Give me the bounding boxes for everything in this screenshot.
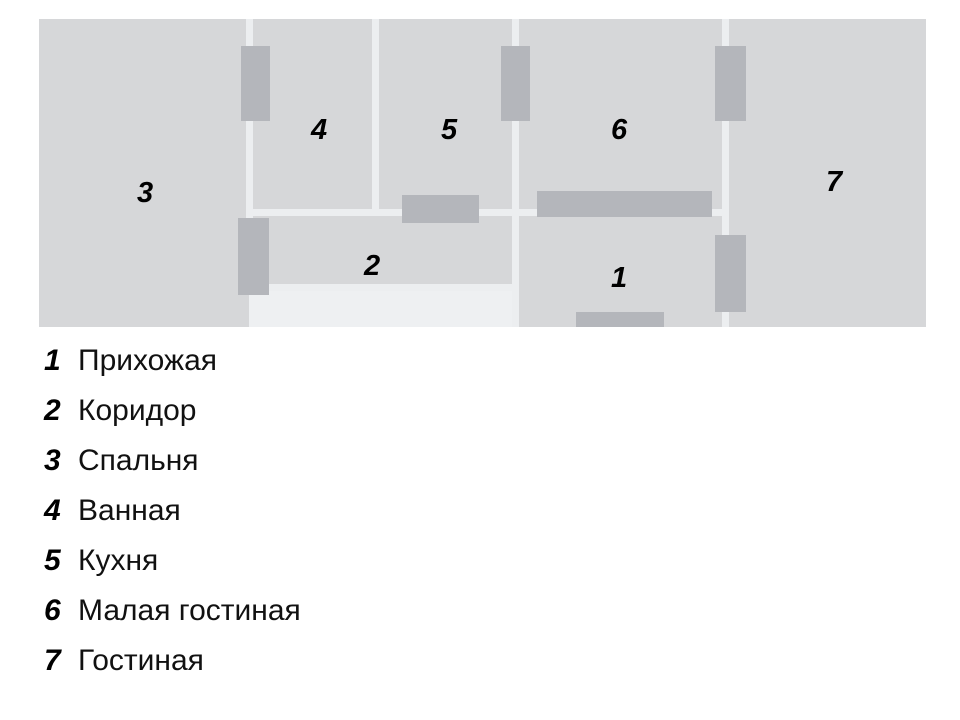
legend-label: Ванная [78,494,181,527]
wall-horizontal-corridor-bottom [246,284,519,291]
legend-number: 5 [44,544,61,577]
room-number-3: 3 [137,177,154,209]
floor-plan-drawing [39,19,926,327]
room-legend [44,344,644,694]
legend-label: Прихожая [78,344,218,377]
floor-strip-corridor [249,291,514,327]
legend-label: Гостиная [78,644,204,677]
window-block-top-2 [501,46,530,121]
room-number-7: 7 [826,166,843,198]
legend-item-4 [44,494,644,544]
legend-number: 7 [44,644,61,677]
legend-item-3 [44,444,644,494]
legend-item-7 [44,644,644,694]
legend-number: 6 [44,594,61,627]
legend-label: Кухня [78,544,159,577]
legend-label: Коридор [78,394,197,427]
legend-number: 2 [44,394,61,427]
window-block-top-1 [241,46,270,121]
door-block-entry-right [715,235,746,312]
room-number-1: 1 [611,262,628,294]
wall-vertical-2 [372,19,379,215]
legend-label: Малая гостиная [78,594,301,627]
furniture-block-living [537,191,712,217]
room-number-4: 4 [311,114,328,146]
legend-item-5 [44,544,644,594]
room-number-5: 5 [441,114,458,146]
room-number-6: 6 [611,114,628,146]
legend-item-1 [44,344,644,394]
legend-number: 3 [44,444,61,477]
door-block-bedroom [238,218,269,295]
legend-item-2 [44,394,644,444]
legend-number: 4 [44,494,61,527]
window-block-top-3 [715,46,746,121]
legend-label: Спальня [78,444,199,477]
door-block-kitchen [402,195,479,223]
door-block-entry-bottom [576,312,664,327]
room-number-2: 2 [364,250,381,282]
legend-number: 1 [44,344,61,377]
legend-item-6 [44,594,644,644]
